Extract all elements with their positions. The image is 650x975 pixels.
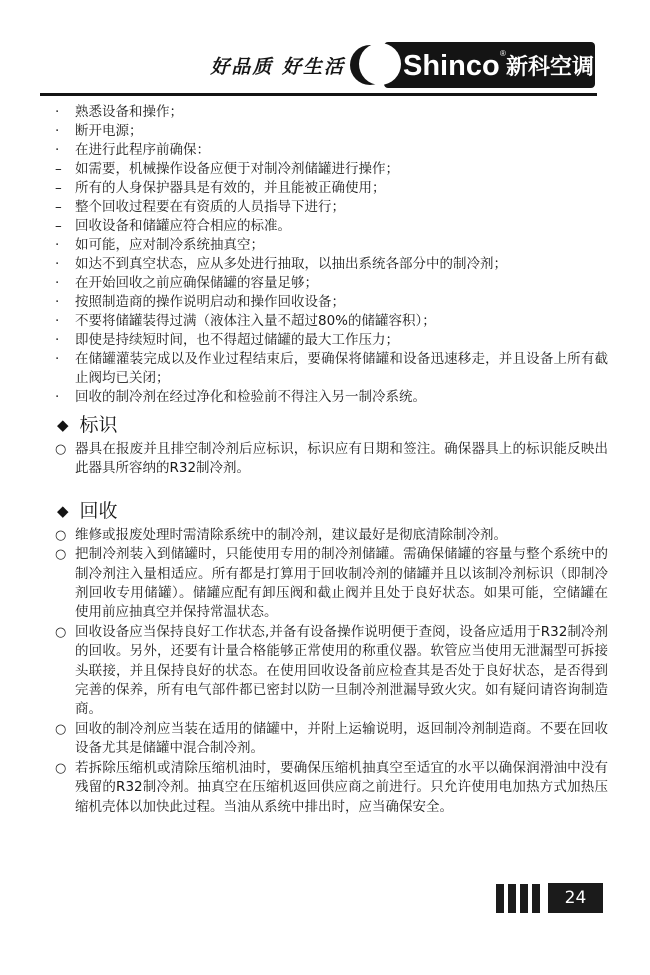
list-item-text: 熟悉设备和操作； <box>75 104 183 120</box>
brand-name-en: Shinco <box>403 50 500 82</box>
dot-bullet-icon: · <box>55 389 60 405</box>
section-item-text: 器具在报废并且排空制冷剂后应标识，标识应有日期和签注。确保器具上的标识能反映出此器具所容纳的R32制冷剂。 <box>75 441 608 477</box>
dot-bullet-icon: · <box>55 332 60 348</box>
circle-bullet-icon: ○ <box>55 442 67 457</box>
list-item-text: 如达不到真空状态，应从多处进行抽取，以抽出系统各部分中的制冷剂； <box>75 256 507 272</box>
list-item-text: 断开电源； <box>75 123 143 139</box>
section-item-text: 维修或报废处理时需清除系统中的制冷剂，建议最好是彻底清除制冷剂。 <box>75 526 507 543</box>
brand-name-cn: 新科空调 <box>506 55 595 80</box>
list-item <box>55 122 608 141</box>
dot-bullet-icon: · <box>55 104 60 120</box>
list-item-text: 即使是持续短时间，也不得超过储罐的最大工作压力； <box>75 332 399 348</box>
dot-bullet-icon: · <box>55 275 60 291</box>
page-footer <box>496 883 603 913</box>
page-number-box <box>548 883 603 913</box>
list-item <box>55 236 608 255</box>
list-item <box>55 350 608 388</box>
page-content <box>55 103 608 817</box>
list-item-text: 所有的人身保护器具是有效的，并且能被正确使用； <box>75 180 386 196</box>
section-header <box>57 498 608 524</box>
section-item <box>55 759 608 817</box>
dot-bullet-icon: · <box>55 256 60 272</box>
list-item <box>55 160 608 179</box>
section-item-list <box>55 526 608 817</box>
section-item-text: 若拆除压缩机或清除压缩机油时，要确保压缩机抽真空至适宜的水平以确保润滑油中没有残留的R32制冷剂。抽真空在压缩机返回供应商之前进行。只允许使用电加热方式加热压缩机壳体以加快此过程。当油从系统中排出时，应当确保安全。 <box>75 759 608 815</box>
page-tab-bar-icon <box>508 884 516 913</box>
list-item-text: 整个回收过程要在有资质的人员指导下进行； <box>75 199 345 215</box>
dash-bullet-icon: – <box>55 199 62 215</box>
circle-bullet-icon: ○ <box>55 547 67 563</box>
list-item <box>55 198 608 217</box>
list-item <box>55 388 608 407</box>
section-header <box>57 412 608 438</box>
shinco-logo <box>348 40 597 90</box>
circle-bullet-icon: ○ <box>55 760 67 776</box>
page-tab-bar-icon <box>496 884 504 913</box>
dash-bullet-icon: – <box>55 180 62 196</box>
section-item <box>55 526 608 545</box>
section-item-text: 回收设备应当保持良好工作状态,并备有设备操作说明便于查阅，设备应适用于R32制冷剂的回收。另外，还要有计量合格能够正常使用的称重仪器。软管应当使用无泄漏型可拆接头联接，并且保持良好的状态。在使用回收设备前应检查其是否处于良好状态，是否得到完善的保养，所有电气部件都已密封以防一旦制冷剂泄漏导致火灾。如有疑问请咨询制造商。 <box>75 623 608 718</box>
dot-bullet-icon: · <box>55 313 60 329</box>
section-item <box>55 440 608 479</box>
list-item-text: 在进行此程序前确保： <box>75 142 210 158</box>
list-item <box>55 331 608 350</box>
dot-bullet-icon: · <box>55 123 60 139</box>
section-item <box>55 545 608 623</box>
list-item-text: 按照制造商的操作说明启动和操作回收设备； <box>75 294 345 310</box>
list-item <box>55 217 608 236</box>
section-title: 标识 <box>79 414 118 436</box>
list-item-text: 在开始回收之前应确保储罐的容量足够； <box>75 275 318 291</box>
dot-bullet-icon: · <box>55 237 60 253</box>
list-item <box>55 255 608 274</box>
list-item <box>55 312 608 331</box>
section-label <box>55 412 608 479</box>
logo-crescent-cut <box>359 43 401 85</box>
section-recycle <box>55 498 608 817</box>
list-item-text: 在储罐灌装完成以及作业过程结束后，要确保将储罐和设备迅速移走，并且设备上所有截止阀均已关闭； <box>75 351 608 386</box>
circle-bullet-icon: ○ <box>55 624 67 640</box>
list-item <box>55 274 608 293</box>
registered-mark-icon: ® <box>500 49 506 58</box>
list-item <box>55 179 608 198</box>
page-number: 24 <box>564 887 587 908</box>
diamond-bullet-icon: ◆ <box>57 416 69 434</box>
list-item <box>55 293 608 312</box>
dash-bullet-icon: – <box>55 161 62 177</box>
diamond-bullet-icon: ◆ <box>57 501 69 520</box>
list-item-text: 如可能，应对制冷系统抽真空； <box>75 237 264 253</box>
circle-bullet-icon: ○ <box>55 527 67 543</box>
list-item <box>55 141 608 160</box>
dot-bullet-icon: · <box>55 294 60 310</box>
list-item-text: 如需要，机械操作设备应便于对制冷剂储罐进行操作； <box>75 161 399 177</box>
section-item-list <box>55 440 608 479</box>
section-title: 回收 <box>79 499 118 522</box>
header-divider <box>40 93 597 96</box>
section-item <box>55 623 608 720</box>
section-item <box>55 720 608 759</box>
circle-bullet-icon: ○ <box>55 721 67 737</box>
intro-list <box>55 103 608 407</box>
list-item-text: 不要将储罐装得过满（液体注入量不超过80%的储罐容积）； <box>75 313 436 329</box>
list-item-text: 回收设备和储罐应符合相应的标准。 <box>75 218 291 234</box>
page-tab-bar-icon <box>520 884 528 913</box>
dot-bullet-icon: · <box>55 142 60 158</box>
list-item <box>55 103 608 122</box>
section-item-text: 回收的制冷剂应当装在适用的储罐中，并附上运输说明，返回制冷剂制造商。不要在回收设备尤其是储罐中混合制冷剂。 <box>75 720 608 757</box>
dash-bullet-icon: – <box>55 218 62 234</box>
section-item-text: 把制冷剂装入到储罐时，只能使用专用的制冷剂储罐。需确保储罐的容量与整个系统中的制冷剂注入量相适应。所有都是打算用于回收制冷剂的储罐并且以该制冷剂标识（即制冷剂回收专用储罐）。储罐应配有卸压阀和截止阀并且处于良好状态。如果可能，空储罐在使用前应抽真空并保持常温状态。 <box>75 546 608 621</box>
list-item-text: 回收的制冷剂在经过净化和检验前不得注入另一制冷系统。 <box>75 389 426 405</box>
brand-slogan: 好品质 好生活 <box>210 56 345 78</box>
dot-bullet-icon: · <box>55 351 60 367</box>
page-tab-bar-icon <box>532 884 540 913</box>
